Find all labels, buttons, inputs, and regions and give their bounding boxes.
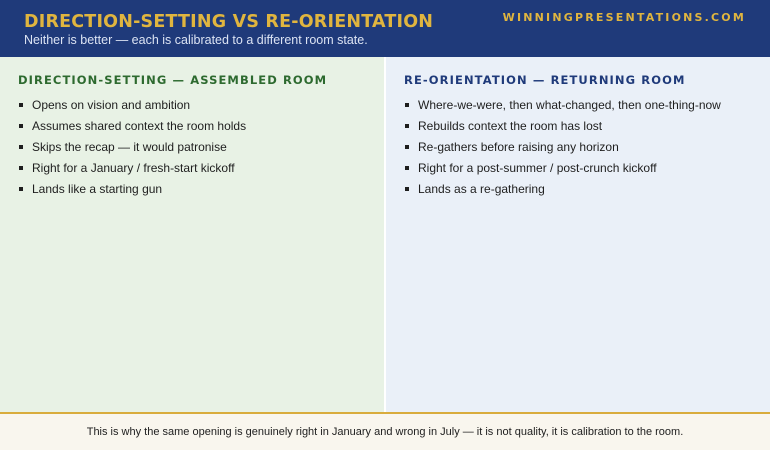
list-item <box>404 116 752 137</box>
list-item-text: Where-we-were, then what-changed, then one-thing-now <box>418 98 721 112</box>
list-item <box>404 158 752 179</box>
list-item <box>404 137 752 158</box>
re-orientation-list <box>404 95 752 200</box>
list-item-text: Opens on vision and ambition <box>32 98 191 112</box>
bullet-icon <box>19 166 23 170</box>
page-title: DIRECTION-SETTING VS RE-ORIENTATION <box>24 12 434 32</box>
bullet-icon <box>19 187 23 191</box>
re-orientation-panel <box>386 57 770 412</box>
list-item-text: Right for a January / fresh-start kickoff <box>32 161 235 175</box>
bullet-icon <box>405 145 409 149</box>
bullet-icon <box>405 124 409 128</box>
list-item-text: Lands as a re-gathering <box>418 182 545 196</box>
list-item-text: Right for a post-summer / post-crunch kickoff <box>418 161 657 175</box>
list-item-text: Re-gathers before raising any horizon <box>418 140 619 154</box>
bullet-icon <box>19 103 23 107</box>
direction-setting-list <box>18 95 366 200</box>
footer-note: This is why the same opening is genuinely right in January and wrong in July — it is not quality, it is calibration to the room. <box>0 412 770 450</box>
list-item-text: Skips the recap — it would patronise <box>32 140 227 154</box>
bullet-icon <box>405 103 409 107</box>
list-item <box>404 179 752 200</box>
brand-label: WINNINGPRESENTATIONS.COM <box>502 11 746 24</box>
list-item-text: Rebuilds context the room has lost <box>418 119 603 133</box>
list-item <box>18 137 366 158</box>
list-item <box>18 158 366 179</box>
list-item <box>404 95 752 116</box>
re-orientation-heading: RE-ORIENTATION — RETURNING ROOM <box>404 73 686 87</box>
bullet-icon <box>19 145 23 149</box>
list-item <box>18 95 366 116</box>
direction-setting-panel <box>0 57 384 412</box>
bullet-icon <box>405 187 409 191</box>
bullet-icon <box>405 166 409 170</box>
list-item-text: Assumes shared context the room holds <box>32 119 247 133</box>
header-bar <box>0 0 770 57</box>
list-item-text: Lands like a starting gun <box>32 182 163 196</box>
list-item <box>18 179 366 200</box>
bullet-icon <box>19 124 23 128</box>
list-item <box>18 116 366 137</box>
page-subtitle: Neither is better — each is calibrated to a different room state. <box>24 33 368 47</box>
direction-setting-heading: DIRECTION-SETTING — ASSEMBLED ROOM <box>18 73 328 87</box>
